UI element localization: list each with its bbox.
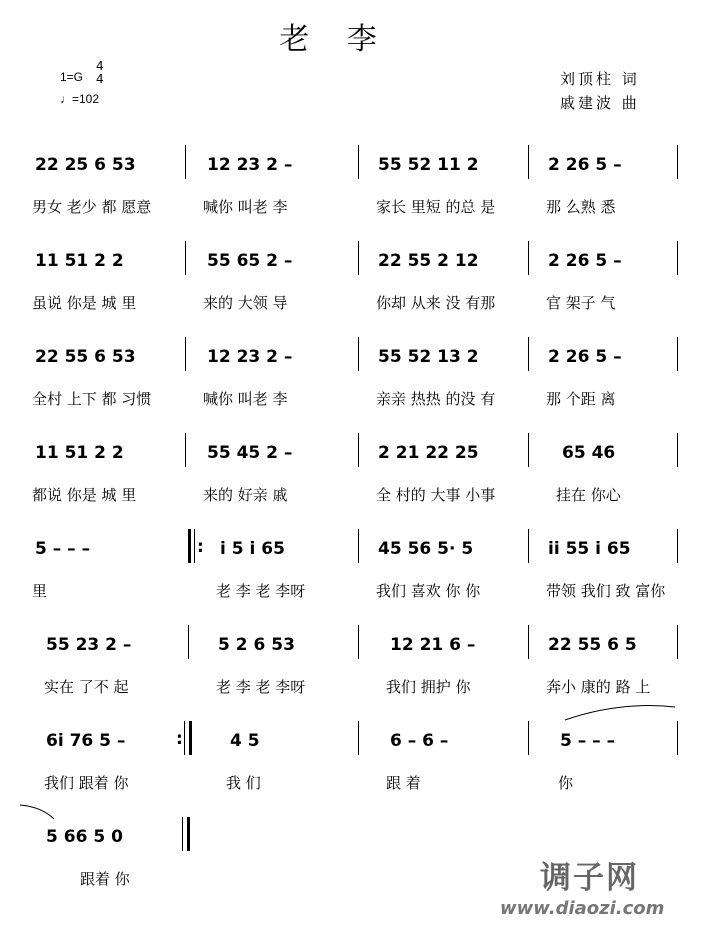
bar-line [677, 529, 678, 563]
measure: 12 23 2 – [207, 155, 293, 175]
bar-line [185, 145, 186, 179]
bar-line [677, 433, 678, 467]
measure: 12 21 6 – [390, 635, 476, 655]
measure: 55 45 2 – [207, 443, 293, 463]
bar-line [194, 529, 195, 563]
measure: 4 5 [230, 731, 260, 751]
bar-line [677, 241, 678, 275]
lyric: 家长 里短 的总 是 [376, 198, 496, 216]
bar-line [677, 625, 678, 659]
lyric: 老 李 老 李呀 [216, 582, 306, 600]
measure: 2 21 22 25 [378, 443, 479, 463]
measure: 45 56 5· 5 [378, 539, 474, 559]
measure: 5 – – – [560, 731, 616, 751]
watermark-url: www.diaozi.com [500, 898, 665, 919]
measure: 5 2 6 53 [218, 635, 295, 655]
lyric: 奔小 康的 路 上 [546, 678, 651, 696]
lyric: 全 村的 大事 小事 [376, 486, 496, 504]
score-row [0, 625, 710, 715]
tie-arc [18, 803, 58, 821]
bar-line [528, 529, 529, 563]
lyric: 都说 你是 城 里 [32, 486, 137, 504]
tempo-marking: ♩=102 [60, 92, 100, 106]
repeat-end-dots: : [176, 729, 183, 749]
bar-line [185, 433, 186, 467]
time-sig-bottom: 4 [96, 72, 104, 86]
bar-line [677, 721, 678, 755]
lyric: 你 [558, 774, 574, 792]
bar-line [185, 337, 186, 371]
lyricist-credit: 刘顶柱 词 [560, 70, 640, 88]
score-row [0, 529, 710, 619]
measure: 11 51 2 2 [35, 443, 124, 463]
lyric: 喊你 叫老 李 [203, 390, 288, 408]
lyric: 跟着 你 [80, 870, 130, 888]
repeat-start-bar [188, 529, 191, 563]
lyric: 带领 我们 致 富你 [546, 582, 666, 600]
bar-line [358, 145, 359, 179]
lyric: 里 [32, 582, 48, 600]
bar-line [358, 529, 359, 563]
lyric: 官 架子 气 [546, 294, 616, 312]
lyric: 实在 了不 起 [44, 678, 129, 696]
bar-line [358, 337, 359, 371]
score-row [0, 241, 710, 331]
lyric: 来的 好亲 戚 [203, 486, 288, 504]
lyric: 来的 大领 导 [203, 294, 288, 312]
lyric: 老 李 老 李呀 [216, 678, 306, 696]
measure: 2 26 5 – [548, 155, 622, 175]
measure: 6 – 6 – [390, 731, 449, 751]
bar-line [188, 625, 189, 659]
watermark-logo: 调子网 [540, 860, 639, 896]
score-row [0, 145, 710, 235]
measure: 55 52 13 2 [378, 347, 479, 367]
lyric: 我们 喜欢 你 你 [376, 582, 481, 600]
lyric: 喊你 叫老 李 [203, 198, 288, 216]
repeat-dots: : [197, 537, 204, 557]
key-signature: 1=G [60, 70, 84, 84]
measure: 5 66 5 0 [46, 827, 123, 847]
tie-arc [560, 705, 680, 725]
lyric: 男女 老少 都 愿意 [32, 198, 152, 216]
bar-line [677, 145, 678, 179]
bar-line [358, 433, 359, 467]
lyric: 亲亲 热热 的没 有 [376, 390, 496, 408]
measure: 6i 76 5 – [46, 731, 126, 751]
bar-line [184, 721, 185, 755]
measure: 22 55 6 5 [548, 635, 637, 655]
bar-line [185, 241, 186, 275]
bar-line [182, 817, 183, 851]
bar-line [528, 241, 529, 275]
bar-line [528, 337, 529, 371]
lyric: 我 们 [226, 774, 261, 792]
lyric: 虽说 你是 城 里 [32, 294, 137, 312]
bar-line [677, 337, 678, 371]
bar-line [528, 625, 529, 659]
measure: 55 65 2 – [207, 251, 293, 271]
measure: 12 23 2 – [207, 347, 293, 367]
measure: i 5 i 65 [220, 539, 285, 559]
measure: 22 25 6 53 [35, 155, 136, 175]
measure: 11 51 2 2 [35, 251, 124, 271]
measure: 55 52 11 2 [378, 155, 479, 175]
score-row [0, 433, 710, 523]
bar-line [528, 145, 529, 179]
lyric: 挂在 你心 [556, 486, 621, 504]
measure: 2 26 5 – [548, 347, 622, 367]
measure: 2 26 5 – [548, 251, 622, 271]
lyric: 我们 拥护 你 [386, 678, 471, 696]
lyric: 全村 上下 都 习惯 [32, 390, 152, 408]
final-bar [187, 817, 190, 851]
song-title: 老 李 [279, 22, 391, 57]
bar-line [358, 241, 359, 275]
measure: 5 – – – [35, 539, 91, 559]
measure: 22 55 6 53 [35, 347, 136, 367]
lyric: 那 个距 离 [546, 390, 616, 408]
time-signature [96, 60, 104, 86]
score-row [0, 337, 710, 427]
measure: 55 23 2 – [46, 635, 132, 655]
score-row [0, 721, 710, 811]
measure: ii 55 i 65 [548, 539, 631, 559]
measure: 22 55 2 12 [378, 251, 479, 271]
bar-line [528, 721, 529, 755]
measure: 65 46 [562, 443, 616, 463]
bar-line [528, 433, 529, 467]
lyric: 我们 跟着 你 [44, 774, 129, 792]
bar-line [358, 625, 359, 659]
composer-credit: 戚建波 曲 [560, 94, 640, 112]
repeat-end-bar [189, 721, 192, 755]
lyric: 那 么熟 悉 [546, 198, 616, 216]
bar-line [358, 721, 359, 755]
lyric: 你却 从来 没 有那 [376, 294, 496, 312]
lyric: 跟 着 [386, 774, 421, 792]
time-sig-top: 4 [96, 59, 104, 73]
